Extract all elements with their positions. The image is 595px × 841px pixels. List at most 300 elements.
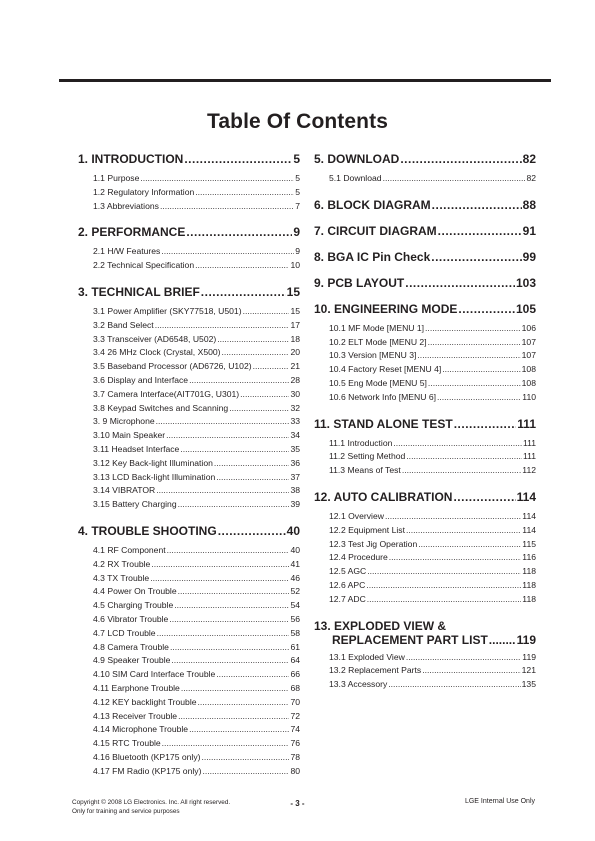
dot-leader — [186, 225, 292, 239]
toc-entry-title: 12.6 APC — [329, 579, 366, 590]
dot-leader — [195, 186, 294, 200]
dot-leader — [229, 402, 289, 416]
toc-entry-title: 3.2 Band Select — [93, 319, 154, 330]
toc-entry-title: 4.12 KEY backlight Trouble — [93, 696, 197, 707]
toc-entry[interactable] — [93, 765, 300, 779]
toc-section-title: 5. DOWNLOAD — [314, 152, 400, 166]
dot-leader — [184, 152, 292, 166]
toc-entry-title: 12.4 Procedure — [329, 552, 388, 563]
dot-leader — [383, 172, 526, 186]
toc-section-title: 6. BLOCK DIAGRAM — [314, 197, 431, 212]
toc-entry[interactable] — [329, 678, 536, 692]
toc-section-page: 9 — [293, 225, 300, 240]
toc-section — [314, 302, 536, 405]
dot-leader — [151, 558, 289, 572]
toc-section-heading[interactable] — [78, 524, 300, 538]
toc-entry-page: 72 — [290, 710, 300, 721]
dot-leader — [161, 245, 294, 259]
toc-section — [314, 198, 536, 212]
toc-entry-title: 4.3 TX Trouble — [93, 572, 150, 583]
dot-leader — [201, 285, 286, 299]
toc-entry[interactable] — [93, 374, 300, 388]
dot-leader — [169, 613, 289, 627]
toc-section-heading[interactable] — [78, 225, 300, 239]
toc-entry[interactable] — [93, 654, 300, 668]
toc-entry[interactable] — [329, 464, 536, 478]
toc-section-page: 5 — [293, 152, 300, 166]
toc-entry-title: 3.15 Battery Charging — [93, 499, 177, 510]
toc-section-heading[interactable] — [314, 490, 536, 504]
page-title: Table Of Contents — [207, 110, 388, 133]
dot-leader — [167, 544, 290, 558]
toc-entry-page: 74 — [290, 724, 300, 735]
toc-entry[interactable] — [93, 484, 300, 498]
toc-section-title: 7. CIRCUIT DIAGRAM — [314, 223, 437, 238]
dot-leader — [157, 627, 290, 641]
toc-section-heading[interactable] — [314, 619, 536, 647]
toc-entry-title: 4.11 Earphone Trouble — [93, 682, 180, 693]
toc-subsection-list — [314, 510, 536, 607]
toc-entry-page: 121 — [521, 665, 536, 676]
toc-entry-page: 52 — [290, 586, 300, 597]
toc-section — [314, 490, 536, 607]
toc-entry-title: 4.8 Camera Trouble — [93, 641, 169, 652]
dot-leader — [442, 363, 520, 377]
toc-entry-page: 119 — [522, 651, 536, 662]
toc-entry[interactable] — [93, 388, 300, 402]
toc-entry-title: 12.5 AGC — [329, 566, 367, 577]
toc-entry[interactable] — [329, 538, 536, 552]
dot-leader — [198, 696, 290, 710]
toc-entry-page: 17 — [290, 319, 300, 330]
dot-leader — [431, 250, 521, 264]
dot-leader — [367, 593, 522, 607]
toc-entry-page: 9 — [295, 246, 300, 257]
toc-entry-title: 4.7 LCD Trouble — [93, 627, 156, 638]
toc-entry[interactable] — [329, 551, 536, 565]
toc-entry-page: 70 — [290, 696, 300, 707]
toc-entry[interactable] — [329, 349, 536, 363]
toc-entry[interactable] — [329, 377, 536, 391]
toc-section-page: 111 — [517, 416, 536, 431]
toc-entry[interactable] — [93, 710, 300, 724]
toc-section — [314, 152, 536, 186]
toc-entry-title: 10.5 Eng Mode [MENU 5] — [329, 377, 427, 388]
dot-leader — [402, 464, 521, 478]
toc-entry-page: 111 — [522, 437, 536, 448]
toc-section-title: 9. PCB LAYOUT — [314, 275, 405, 290]
dot-leader — [417, 349, 520, 363]
toc-subsection-list — [78, 245, 300, 273]
toc-entry-page: 56 — [290, 613, 300, 624]
toc-entry[interactable] — [93, 498, 300, 512]
dot-leader — [178, 498, 290, 512]
page-number: - 3 - — [290, 799, 305, 808]
dot-leader — [216, 668, 289, 682]
toc-subsection-list — [314, 322, 536, 405]
toc-subsection-list — [314, 437, 536, 478]
toc-entry-title: 13.3 Accessory — [329, 679, 388, 690]
toc-section-heading[interactable] — [314, 417, 536, 431]
toc-entry[interactable] — [93, 682, 300, 696]
dot-leader — [214, 457, 290, 471]
toc-entry[interactable] — [93, 333, 300, 347]
toc-entry-title: 2.1 H/W Features — [93, 246, 161, 257]
toc-entry-page: 37 — [290, 471, 300, 482]
toc-entry[interactable] — [93, 319, 300, 333]
dot-leader — [400, 152, 521, 166]
toc-section — [78, 524, 300, 779]
dot-leader — [438, 224, 522, 238]
toc-entry[interactable] — [93, 585, 300, 599]
dot-leader — [160, 200, 294, 214]
toc-section-page: 40 — [286, 523, 300, 538]
toc-section — [78, 285, 300, 512]
dot-leader — [406, 524, 521, 538]
dot-leader — [489, 633, 516, 647]
toc-section — [314, 224, 536, 238]
toc-entry-page: 38 — [290, 485, 300, 496]
toc-entry[interactable] — [93, 572, 300, 586]
toc-entry-page: 108 — [521, 364, 536, 375]
toc-entry[interactable] — [93, 415, 300, 429]
toc-entry-page: 32 — [290, 402, 300, 413]
toc-entry-title: 4.15 RTC Trouble — [93, 738, 161, 749]
toc-entry-title: 4.10 SIM Card Interface Trouble — [93, 669, 216, 680]
toc-section — [314, 417, 536, 478]
toc-entry[interactable] — [329, 450, 536, 464]
toc-entry-page: 82 — [526, 173, 536, 183]
toc-entry[interactable] — [93, 751, 300, 765]
toc-entry[interactable] — [329, 510, 536, 524]
dot-leader — [150, 572, 289, 586]
toc-entry[interactable] — [93, 259, 300, 273]
dot-leader — [418, 538, 521, 552]
dot-leader — [406, 450, 522, 464]
dot-leader — [425, 322, 521, 336]
toc-entry-page: 111 — [522, 451, 536, 462]
toc-entry-title: 12.1 Overview — [329, 510, 384, 521]
toc-section-heading[interactable] — [314, 276, 536, 290]
dot-leader — [437, 391, 521, 405]
toc-entry-title: 4.4 Power On Trouble — [93, 586, 177, 597]
toc-section-title: 4. TROUBLE SHOOTING — [78, 523, 217, 538]
toc-section-heading[interactable] — [314, 302, 536, 316]
dot-leader — [162, 737, 290, 751]
dot-leader — [389, 551, 522, 565]
dot-leader — [181, 682, 290, 696]
toc-entry-title: 3.4 26 MHz Clock (Crystal, X500) — [93, 347, 221, 358]
dot-leader — [388, 678, 520, 692]
toc-entry-title: 1.3 Abbreviations — [93, 200, 159, 211]
toc-subsection-list — [78, 544, 300, 779]
dot-leader — [216, 471, 289, 485]
toc-entry[interactable] — [93, 696, 300, 710]
toc-entry-title: 4.9 Speaker Trouble — [93, 655, 171, 666]
toc-entry-title: 13.1 Exploded View — [329, 651, 405, 662]
toc-entry-title: 10.1 MF Mode [MENU 1] — [329, 322, 425, 333]
toc-section-title: 13. EXPLODED VIEW & — [314, 618, 447, 633]
toc-entry-page: 61 — [290, 641, 300, 652]
toc-entry-page: 54 — [290, 600, 300, 611]
toc-entry-title: 5.1 Download — [329, 173, 382, 183]
toc-entry-title: 11.3 Means of Test — [329, 465, 401, 476]
toc-entry-page: 110 — [522, 391, 536, 402]
toc-entry-title: 3.11 Headset Interface — [93, 443, 180, 454]
dot-leader — [393, 437, 522, 451]
toc-entry-title: 1.2 Regulatory Information — [93, 186, 195, 197]
toc-entry-title: 11.2 Setting Method — [329, 451, 406, 462]
toc-entry-title: 4.17 FM Radio (KP175 only) — [93, 765, 202, 776]
dot-leader — [202, 751, 290, 765]
toc-entry-page: 107 — [521, 336, 536, 347]
toc-entry-title: 3.8 Keypad Switches and Scanning — [93, 402, 229, 413]
toc-entry-title: 12.7 ADC — [329, 593, 366, 604]
toc-section-title: 2. PERFORMANCE — [78, 225, 186, 240]
toc-subsection-list — [314, 651, 536, 692]
dot-leader — [428, 377, 521, 391]
toc-entry-title: 4.13 Receiver Trouble — [93, 710, 178, 721]
toc-entry-page: 108 — [521, 377, 536, 388]
toc-entry-page: 7 — [295, 200, 300, 211]
toc-entry-page: 41 — [290, 558, 300, 569]
toc-entry-title: 3. 9 Microphone — [93, 416, 155, 427]
toc-section — [314, 276, 536, 290]
toc-entry[interactable] — [93, 186, 300, 200]
toc-entry[interactable] — [93, 429, 300, 443]
toc-entry-page: 40 — [290, 544, 300, 555]
toc-entry[interactable] — [93, 558, 300, 572]
toc-entry[interactable] — [329, 593, 536, 607]
toc-entry-page: 68 — [290, 682, 300, 693]
toc-section-page: 82 — [522, 152, 536, 166]
toc-section — [78, 152, 300, 213]
toc-entry-page: 18 — [290, 333, 300, 344]
toc-entry[interactable] — [93, 641, 300, 655]
toc-section-title: 1. INTRODUCTION — [78, 152, 184, 166]
toc-entry-title: 4.2 RX Trouble — [93, 558, 151, 569]
toc-entry-title: 1.1 Purpose — [93, 173, 140, 183]
toc-entry[interactable] — [329, 664, 536, 678]
toc-subsection-list — [78, 172, 300, 213]
toc-entry-page: 5 — [295, 173, 300, 183]
toc-entry-page: 46 — [290, 572, 300, 583]
toc-entry-title: 4.16 Bluetooth (KP175 only) — [93, 751, 201, 762]
toc-entry[interactable] — [93, 627, 300, 641]
toc-entry-page: 35 — [290, 443, 300, 454]
dot-leader — [218, 524, 286, 538]
dot-leader — [178, 710, 289, 724]
toc-section-heading[interactable] — [314, 198, 536, 212]
toc-entry[interactable] — [93, 457, 300, 471]
dot-leader — [140, 172, 294, 186]
dot-leader — [432, 198, 522, 212]
toc-entry-page: 80 — [290, 765, 300, 776]
toc-entry-title: 3.13 LCD Back-light Illumination — [93, 471, 216, 482]
toc-entry-page: 106 — [521, 322, 536, 333]
toc-entry[interactable] — [93, 737, 300, 751]
toc-entry[interactable] — [93, 402, 300, 416]
toc-section-title-line2-row — [314, 633, 536, 647]
toc-section-title: 11. STAND ALONE TEST — [314, 416, 453, 431]
toc-entry-title: 13.2 Replacement Parts — [329, 665, 422, 676]
toc-entry-title: 2.2 Technical Specification — [93, 260, 195, 271]
toc-entry-page: 118 — [522, 593, 536, 604]
dot-leader — [195, 259, 289, 273]
toc-entry[interactable] — [329, 524, 536, 538]
toc-entry-page: 118 — [522, 579, 536, 590]
classification-label: LGE Internal Use Only — [464, 798, 535, 805]
dot-leader — [240, 388, 289, 402]
dot-leader — [156, 415, 290, 429]
dot-leader — [189, 374, 289, 388]
dot-leader — [453, 490, 515, 504]
dot-leader — [406, 651, 521, 665]
toc-section-title: 10. ENGINEERING MODE — [314, 301, 458, 316]
toc-entry-page: 20 — [290, 347, 300, 358]
toc-section-page: 91 — [522, 223, 536, 238]
toc-entry-page: 33 — [290, 416, 300, 427]
dot-leader — [217, 333, 289, 347]
toc-entry-page: 39 — [290, 499, 300, 510]
toc-entry[interactable] — [93, 346, 300, 360]
toc-entry[interactable] — [329, 579, 536, 593]
toc-section-title: 12. AUTO CALIBRATION — [314, 489, 453, 504]
toc-entry-page: 34 — [290, 430, 300, 441]
dot-leader — [171, 654, 289, 668]
toc-section-heading[interactable] — [78, 152, 300, 166]
dot-leader — [458, 302, 515, 316]
toc-entry-page: 115 — [522, 538, 536, 549]
toc-left-column — [78, 152, 300, 778]
toc-entry-page: 15 — [290, 305, 300, 316]
toc-section-page: 88 — [522, 197, 536, 212]
dot-leader — [166, 429, 289, 443]
top-rule — [59, 79, 551, 82]
dot-leader — [174, 599, 289, 613]
toc-entry[interactable] — [93, 599, 300, 613]
toc-entry[interactable] — [93, 544, 300, 558]
toc-entry[interactable] — [93, 668, 300, 682]
toc-entry[interactable] — [329, 336, 536, 350]
dot-leader — [202, 765, 289, 779]
toc-section-page: 99 — [522, 249, 536, 264]
dot-leader — [222, 346, 290, 360]
toc-entry[interactable] — [329, 565, 536, 579]
toc-section-heading[interactable] — [314, 224, 536, 238]
toc-entry-page: 76 — [290, 738, 300, 749]
toc-entry-page: 107 — [521, 350, 536, 361]
toc-section-heading[interactable] — [314, 250, 536, 264]
toc-entry-title: 12.3 Test Jig Operation — [329, 538, 418, 549]
toc-entry[interactable] — [93, 172, 300, 186]
toc-section-page: 114 — [516, 489, 536, 504]
dot-leader — [170, 641, 289, 655]
toc-entry[interactable] — [329, 651, 536, 665]
toc-entry[interactable] — [93, 305, 300, 319]
toc-entry-page: 5 — [295, 186, 300, 197]
toc-entry-page: 21 — [290, 361, 300, 372]
dot-leader — [428, 336, 521, 350]
toc-entry[interactable] — [329, 322, 536, 336]
dot-leader — [366, 579, 521, 593]
copyright-text: Copyright © 2008 LG Electronics. Inc. All right reserved. — [72, 799, 231, 806]
toc-entry[interactable] — [93, 471, 300, 485]
toc-entry-title: 3.14 VIBRATOR — [93, 485, 156, 496]
toc-subsection-list — [78, 305, 300, 512]
dot-leader — [454, 417, 517, 431]
toc-entry-title: 3.5 Baseband Processor (AD6726, U102) — [93, 361, 252, 372]
toc-section-page: 105 — [515, 301, 536, 316]
toc-entry[interactable] — [93, 613, 300, 627]
toc-section-page: 15 — [286, 284, 300, 299]
toc-entry-title: 3.10 Main Speaker — [93, 430, 166, 441]
toc-entry-title: 10.4 Factory Reset [MENU 4] — [329, 364, 442, 375]
usage-note: Only for training and service purposes — [72, 808, 180, 815]
toc-entry-page: 114 — [522, 524, 536, 535]
toc-section-heading[interactable] — [78, 285, 300, 299]
toc-entry-title: 3.12 Key Back-light Illumination — [93, 457, 213, 468]
toc-entry[interactable] — [329, 437, 536, 451]
toc-section-title: 8. BGA IC Pin Check — [314, 249, 431, 264]
toc-section — [78, 225, 300, 273]
toc-entry-page: 78 — [290, 751, 300, 762]
toc-entry[interactable] — [93, 443, 300, 457]
toc-entry-title: 10.2 ELT Mode [MENU 2] — [329, 336, 427, 347]
toc-entry-title: 4.5 Charging Trouble — [93, 600, 174, 611]
toc-entry-page: 135 — [521, 679, 536, 690]
toc-entry-page: 58 — [290, 627, 300, 638]
toc-entry-page: 66 — [290, 669, 300, 680]
toc-entry[interactable] — [93, 245, 300, 259]
toc-entry-page: 112 — [522, 465, 536, 476]
toc-entry-title: 10.6 Network Info [MENU 6] — [329, 391, 436, 402]
toc-section-heading[interactable] — [314, 152, 536, 166]
toc-subsection-list — [314, 172, 536, 186]
toc-entry-title: 4.6 Vibrator Trouble — [93, 613, 169, 624]
toc-entry-title: 11.1 Introduction — [329, 437, 393, 448]
dot-leader — [180, 443, 289, 457]
toc-section-title: 3. TECHNICAL BRIEF — [78, 284, 200, 299]
dot-leader — [253, 360, 290, 374]
toc-entry[interactable] — [93, 360, 300, 374]
toc-entry-title: 12.2 Equipment List — [329, 524, 405, 535]
toc-entry-title: 4.1 RF Component — [93, 544, 166, 555]
toc-section-page: 103 — [515, 275, 536, 290]
toc-entry-page: 114 — [522, 510, 536, 521]
dot-leader — [178, 585, 290, 599]
toc-section — [314, 619, 536, 692]
dot-leader — [156, 484, 289, 498]
dot-leader — [422, 664, 520, 678]
toc-entry-page: 36 — [290, 457, 300, 468]
toc-entry[interactable] — [93, 723, 300, 737]
toc-entry-title: 3.1 Power Amplifier (SKY77518, U501) — [93, 305, 242, 316]
toc-entry-title: 10.3 Version [MENU 3] — [329, 350, 417, 361]
toc-entry-page: 10 — [290, 260, 300, 271]
toc-entry[interactable] — [93, 200, 300, 214]
toc-entry[interactable] — [329, 172, 536, 186]
dot-leader — [385, 510, 521, 524]
toc-right-column — [314, 152, 536, 692]
toc-entry-title: 3.3 Transceiver (AD6548, U502) — [93, 333, 217, 344]
toc-entry[interactable] — [329, 391, 536, 405]
toc-entry-page: 30 — [290, 388, 300, 399]
dot-leader — [155, 319, 290, 333]
dot-leader — [189, 723, 289, 737]
toc-entry[interactable] — [329, 363, 536, 377]
toc-entry-page: 64 — [290, 655, 300, 666]
